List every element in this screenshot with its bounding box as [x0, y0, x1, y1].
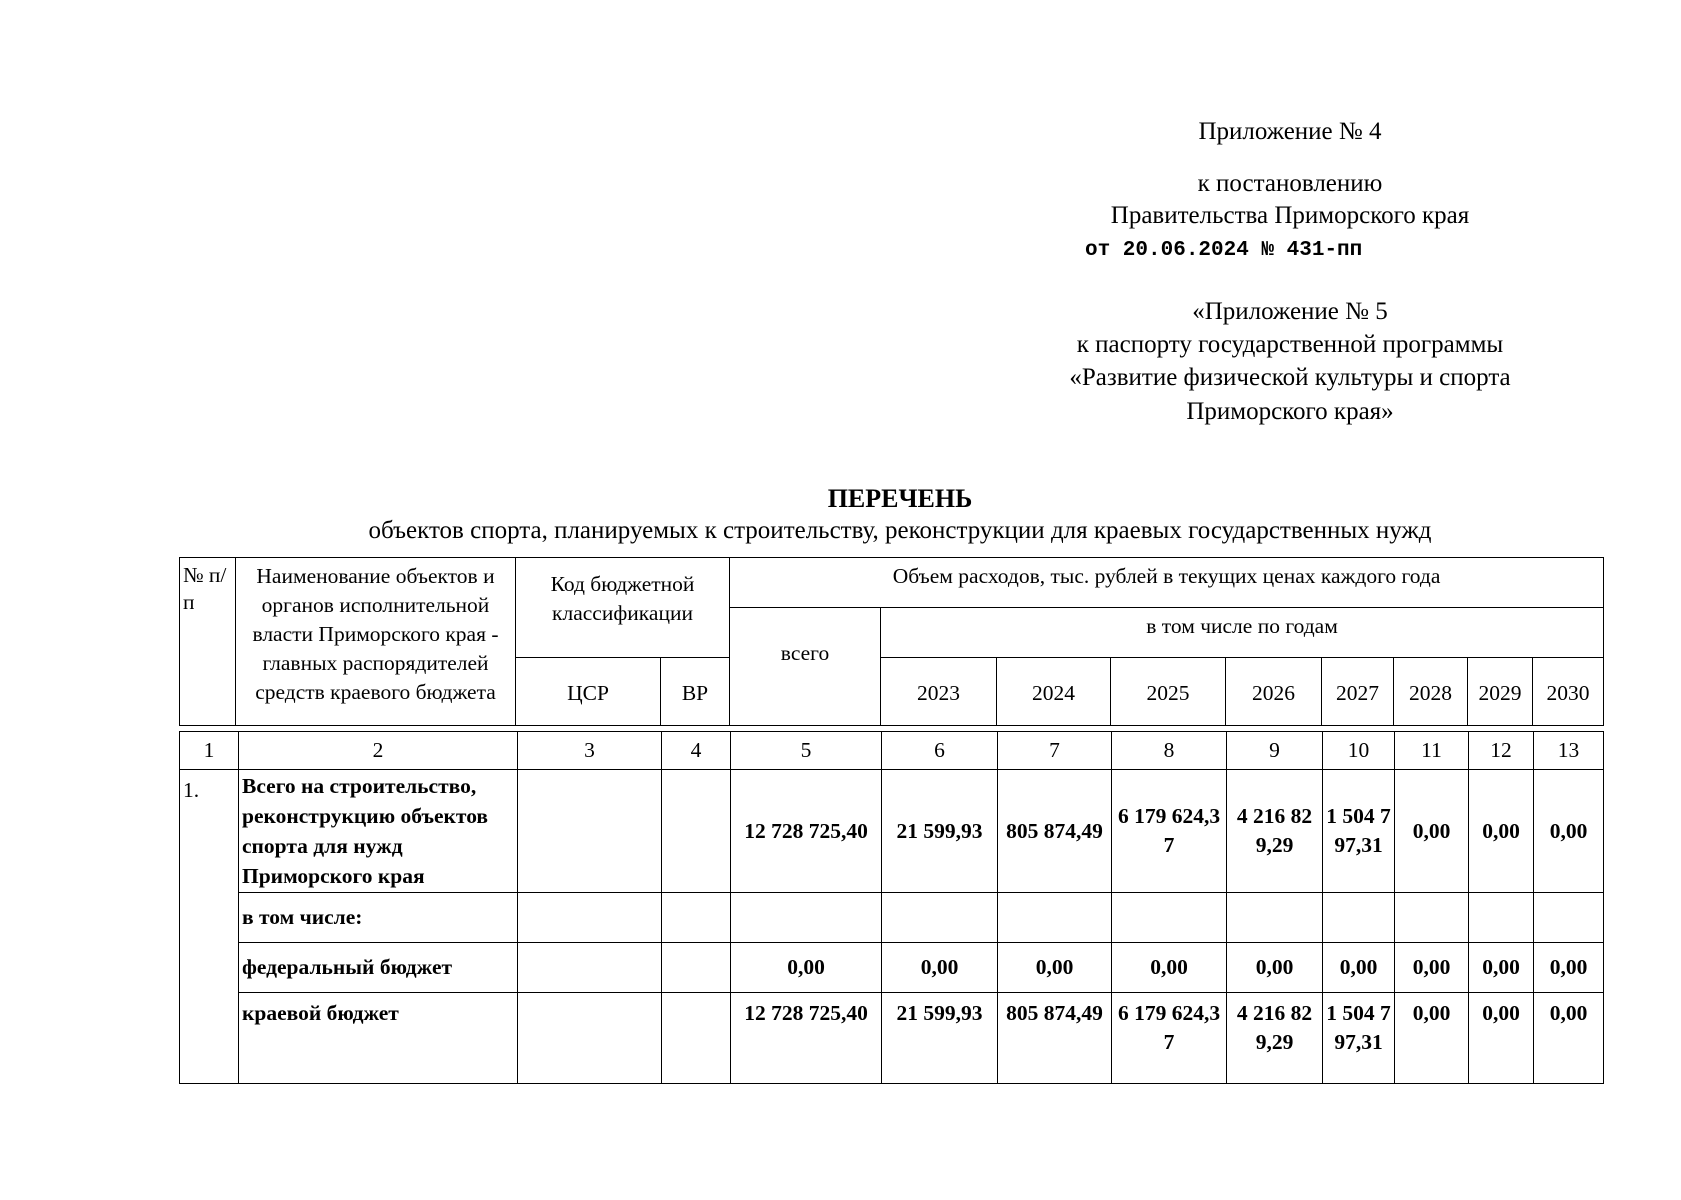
row-2025: 0,00: [1112, 943, 1227, 993]
row-csr: [518, 993, 662, 1084]
row-2023: 21 599,93: [882, 993, 998, 1084]
table-row: [180, 993, 1604, 1084]
column-number: 9: [1227, 732, 1323, 770]
row-2026: 4 216 829,29: [1227, 993, 1323, 1084]
row-2029: [1469, 893, 1534, 943]
row-2027: 1 504 797,31: [1323, 993, 1395, 1084]
row-total: [731, 893, 882, 943]
row-csr: [518, 943, 662, 993]
table-row: [180, 943, 1604, 993]
header-year-2027: 2027: [1322, 658, 1394, 726]
row-2025: 6 179 624,37: [1112, 770, 1227, 893]
row-2029: 0,00: [1469, 770, 1534, 893]
column-number: 3: [518, 732, 662, 770]
appendix-5-label: «Приложение № 5: [1192, 298, 1388, 325]
header-name: Наименование объектов и органов исполнительной власти Приморского края - главных распорядителей средств краевого бюджета: [236, 558, 516, 726]
row-2023: [882, 893, 998, 943]
row-2023: 21 599,93: [882, 770, 998, 893]
row-2024: [998, 893, 1112, 943]
program-name-line2: Приморского края»: [1186, 398, 1394, 425]
row-2026: [1227, 893, 1323, 943]
column-number: 4: [662, 732, 731, 770]
column-number-row: [180, 732, 1604, 770]
to-resolution-label: к постановлению: [1197, 170, 1383, 197]
header-by-years: в том числе по годам: [881, 608, 1604, 658]
row-number: 1.: [180, 770, 239, 1084]
document-subtitle: объектов спорта, планируемых к строительству, реконструкции для краевых государственных нужд: [368, 517, 1432, 544]
row-2030: [1534, 893, 1604, 943]
column-number: 10: [1323, 732, 1395, 770]
row-name: федеральный бюджет: [239, 943, 518, 993]
row-2028: 0,00: [1395, 993, 1469, 1084]
row-2027: 1 504 797,31: [1323, 770, 1395, 893]
column-number: 2: [239, 732, 518, 770]
to-passport-label: к паспорту государственной программы: [1076, 331, 1504, 358]
row-2027: [1323, 893, 1395, 943]
table-body: [179, 731, 1604, 1084]
header-vr: ВР: [661, 658, 730, 726]
resolution-date-number: от 20.06.2024 № 431-пп: [1085, 239, 1363, 262]
header-volume: Объем расходов, тыс. рублей в текущих ценах каждого года: [730, 558, 1604, 608]
row-2023: 0,00: [882, 943, 998, 993]
program-name-line1: «Развитие физической культуры и спорта: [1069, 364, 1511, 391]
government-label: Правительства Приморского края: [1110, 202, 1470, 229]
row-2026: 0,00: [1227, 943, 1323, 993]
header-year-2028: 2028: [1394, 658, 1468, 726]
column-number: 13: [1534, 732, 1604, 770]
row-2025: [1112, 893, 1227, 943]
row-name: краевой бюджет: [239, 993, 518, 1084]
row-2028: 0,00: [1395, 943, 1469, 993]
row-csr: [518, 770, 662, 893]
header-total: всего: [730, 608, 881, 726]
column-number: 5: [731, 732, 882, 770]
row-2028: 0,00: [1395, 770, 1469, 893]
row-name: в том числе:: [239, 893, 518, 943]
row-2030: 0,00: [1534, 770, 1604, 893]
column-number: 11: [1395, 732, 1469, 770]
row-vr: [662, 943, 731, 993]
row-2028: [1395, 893, 1469, 943]
row-total: 12 728 725,40: [731, 770, 882, 893]
row-vr: [662, 893, 731, 943]
row-2026: 4 216 829,29: [1227, 770, 1323, 893]
row-vr: [662, 993, 731, 1084]
appendix-4-label: Приложение № 4: [1198, 118, 1382, 145]
header-year-2026: 2026: [1226, 658, 1322, 726]
row-2024: 805 874,49: [998, 770, 1112, 893]
row-2027: 0,00: [1323, 943, 1395, 993]
row-2029: 0,00: [1469, 943, 1534, 993]
header-year-2024: 2024: [997, 658, 1111, 726]
column-number: 1: [180, 732, 239, 770]
row-2024: 0,00: [998, 943, 1112, 993]
row-csr: [518, 893, 662, 943]
document-title: ПЕРЕЧЕНЬ: [827, 484, 973, 513]
header-year-2023: 2023: [881, 658, 997, 726]
column-number: 12: [1469, 732, 1534, 770]
header-year-2030: 2030: [1533, 658, 1604, 726]
row-2030: 0,00: [1534, 943, 1604, 993]
header-year-2025: 2025: [1111, 658, 1226, 726]
row-2029: 0,00: [1469, 993, 1534, 1084]
column-number: 6: [882, 732, 998, 770]
header-budget-code: Код бюджетной классификации: [516, 558, 730, 658]
header-year-2029: 2029: [1468, 658, 1533, 726]
row-total: 12 728 725,40: [731, 993, 882, 1084]
table-row: [180, 770, 1604, 893]
column-number: 7: [998, 732, 1112, 770]
table-row: [180, 893, 1604, 943]
table-header: [179, 557, 1604, 726]
row-name: Всего на строительство, реконструкцию объектов спорта для нужд Приморского края: [239, 770, 518, 893]
row-2030: 0,00: [1534, 993, 1604, 1084]
row-2024: 805 874,49: [998, 993, 1112, 1084]
row-total: 0,00: [731, 943, 882, 993]
row-2025: 6 179 624,37: [1112, 993, 1227, 1084]
header-csr: ЦСР: [516, 658, 661, 726]
header-num: № п/п: [180, 558, 236, 726]
column-number: 8: [1112, 732, 1227, 770]
row-vr: [662, 770, 731, 893]
